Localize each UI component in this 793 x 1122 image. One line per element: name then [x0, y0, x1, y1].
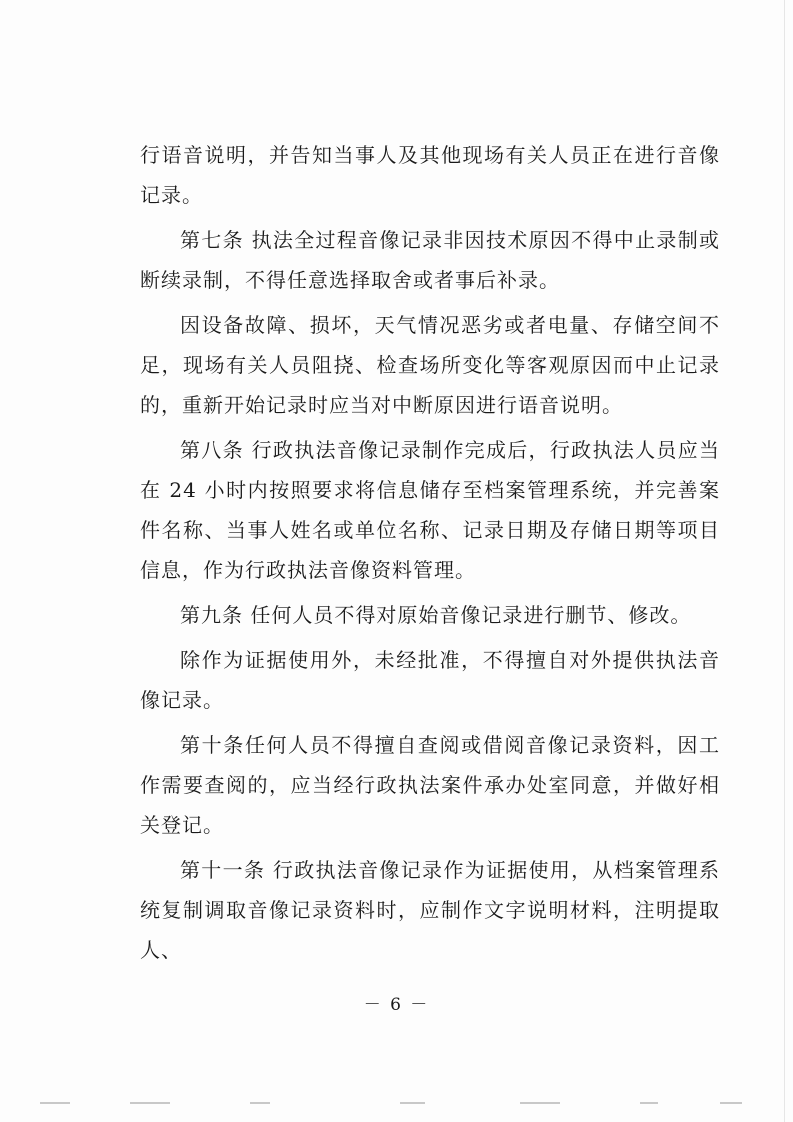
page-number: － 6 － [363, 995, 430, 1015]
paragraph-article-9: 第九条 任何人员不得对原始音像记录进行删节、修改。 [180, 603, 692, 627]
paragraph-article-7: 第七条 执法全过程音像记录非因技术原因不得中止录制或断续录制，不得任意选择取舍或者事后补录。 [140, 228, 720, 292]
paragraph-article-11: 第十一条 行政执法音像记录作为证据使用，从档案管理系统复制调取音像记录资料时，应制作文字说明材料，注明提取人、 [140, 858, 720, 962]
paragraph-article-7-interruption: 因设备故障、损坏，天气情况恶劣或者电量、存储空间不足，现场有关人员阻挠、检查场所变化等客观原因而中止记录的，重新开始记录时应当对中断原因进行语音说明。 [140, 313, 720, 417]
document-body [140, 135, 720, 975]
paragraph-article-9-evidence: 除作为证据使用外，未经批准，不得擅自对外提供执法音像记录。 [140, 648, 720, 712]
scan-noise-decoration [0, 1102, 793, 1112]
page-edge-line [784, 0, 785, 1122]
paragraph-continuation: 行语音说明，并告知当事人及其他现场有关人员正在进行音像记录。 [140, 143, 720, 207]
paragraph-article-10: 第十条任何人员不得擅自查阅或借阅音像记录资料，因工作需要查阅的，应当经行政执法案件承办处室同意，并做好相关登记。 [140, 733, 720, 837]
paragraph-article-8: 第八条 行政执法音像记录制作完成后，行政执法人员应当在 24 小时内按照要求将信息储存至档案管理系统，并完善案件名称、当事人姓名或单位名称、记录日期及存储日期等项目信息，作为行政执法音像资料管理。 [140, 438, 720, 582]
